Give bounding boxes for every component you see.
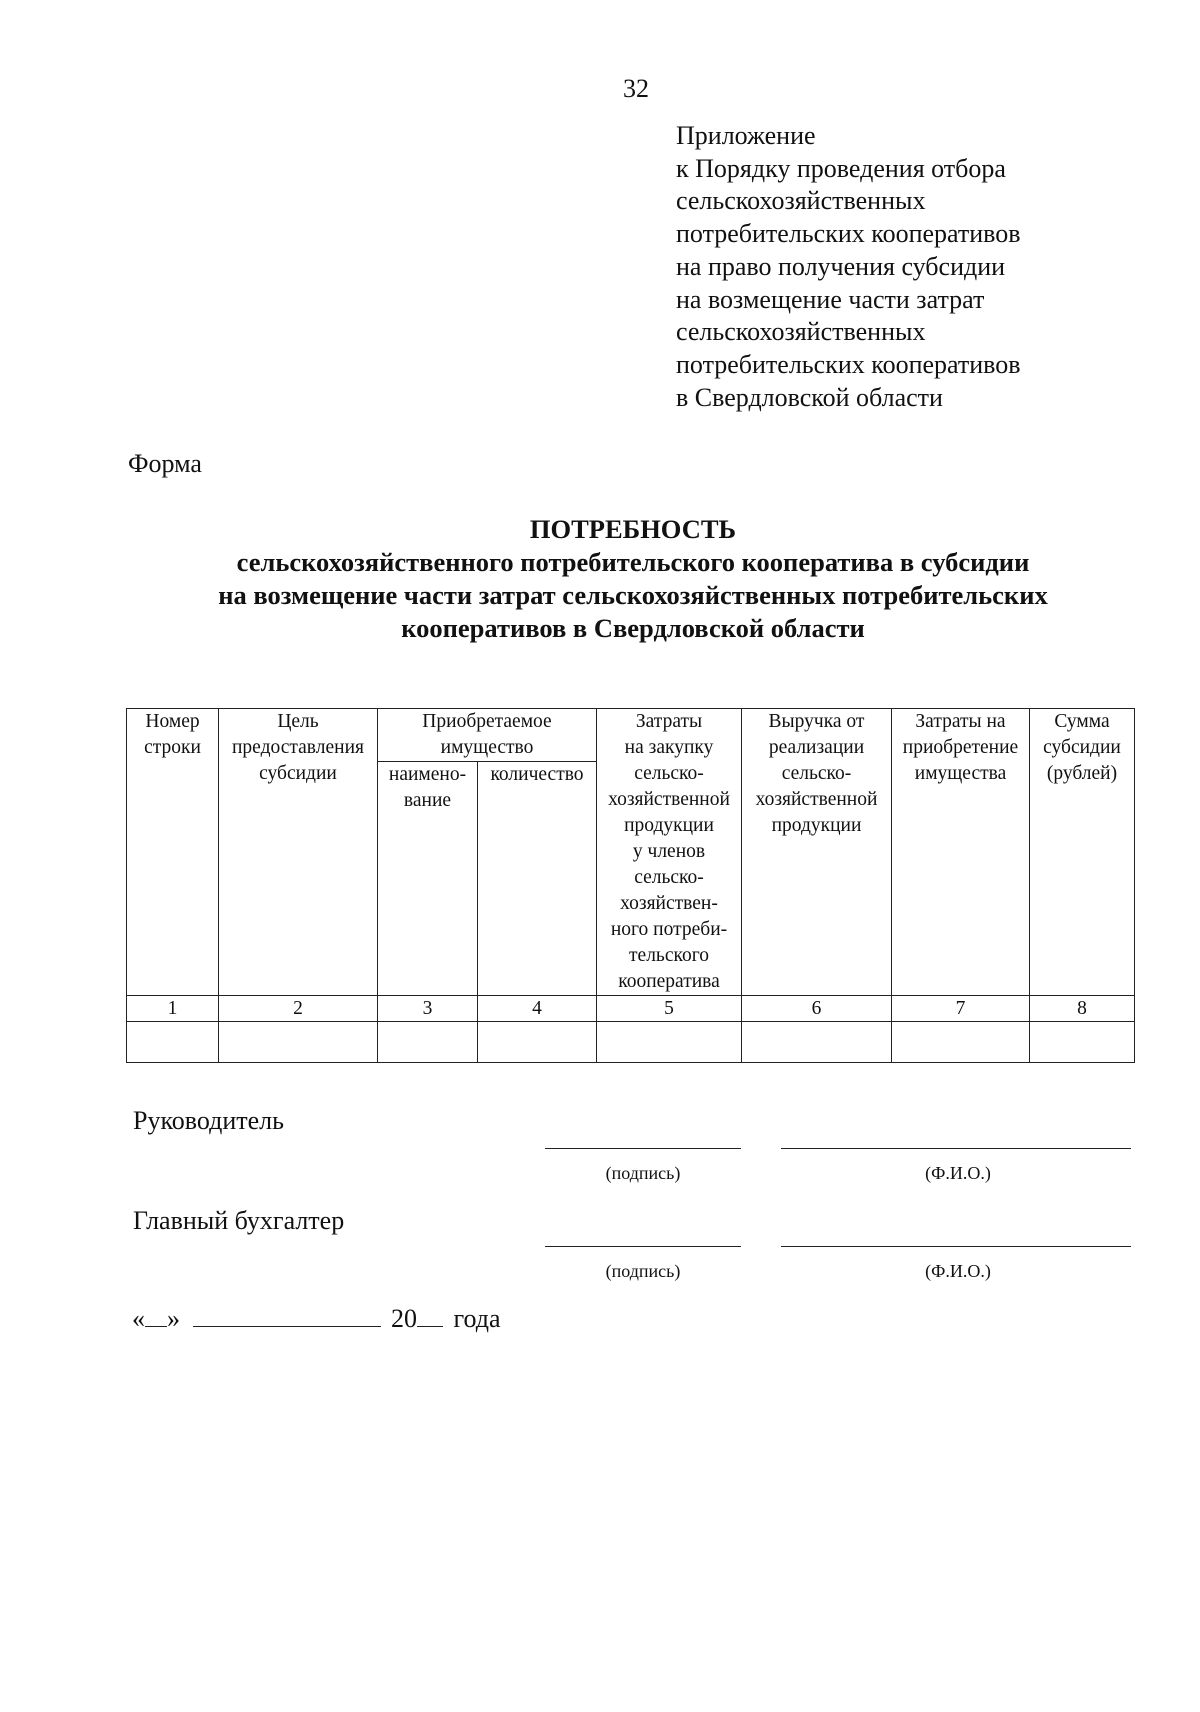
date-row <box>132 1303 501 1335</box>
title-heading: ПОТРЕБНОСТЬ <box>529 514 737 544</box>
month-blank[interactable] <box>193 1306 381 1327</box>
subsidy-need-table <box>126 708 1135 1063</box>
header-revenue: Выручка от реализации сельско- хозяйственной продукции <box>742 709 892 996</box>
header-purpose: Цель предоставления субсидии <box>219 709 378 996</box>
name-caption: (Ф.И.О.) <box>925 1163 991 1183</box>
appendix-line: потребительских кооперативов <box>676 219 1021 249</box>
appendix-note <box>676 120 1156 414</box>
column-number-row <box>127 996 1135 1022</box>
empty-cell[interactable] <box>742 1022 892 1063</box>
name-caption: (Ф.И.О.) <box>925 1261 991 1281</box>
header-row-number: Номер строки <box>127 709 219 996</box>
header-subsidy-amount: Сумма субсидии (рублей) <box>1030 709 1135 996</box>
appendix-line: потребительских кооперативов <box>676 349 1021 379</box>
accountant-signature-line[interactable] <box>545 1246 741 1247</box>
appendix-line: в Свердловской области <box>676 382 943 412</box>
day-blank[interactable] <box>145 1306 167 1327</box>
appendix-line: сельскохозяйственных <box>676 186 926 216</box>
empty-cell[interactable] <box>219 1022 378 1063</box>
appendix-line: сельскохозяйственных <box>676 317 926 347</box>
signature-caption: (подпись) <box>605 1163 681 1183</box>
appendix-line: на право получения субсидии <box>676 251 1006 281</box>
empty-cell[interactable] <box>597 1022 742 1063</box>
date-open-quote: « <box>132 1304 145 1333</box>
header-property-quantity: количество <box>478 762 597 996</box>
table-row <box>127 1022 1135 1063</box>
column-number: 8 <box>1030 996 1135 1022</box>
title-line: сельскохозяйственного потребительского кооператива в субсидии <box>236 547 1030 577</box>
year-prefix: 20 <box>391 1304 417 1333</box>
empty-cell[interactable] <box>378 1022 478 1063</box>
empty-cell[interactable] <box>892 1022 1030 1063</box>
title-line: на возмещение части затрат сельскохозяйственных потребительских <box>218 580 1048 610</box>
empty-cell[interactable] <box>1030 1022 1135 1063</box>
accountant-name-line[interactable] <box>781 1246 1131 1247</box>
date-close-quote: » <box>167 1304 180 1333</box>
column-number: 5 <box>597 996 742 1022</box>
chief-accountant-label: Главный бухгалтер <box>133 1206 345 1235</box>
year-suffix: года <box>453 1304 501 1333</box>
column-number: 3 <box>378 996 478 1022</box>
title-line: кооперативов в Свердловской области <box>401 613 865 643</box>
signature-caption: (подпись) <box>605 1261 681 1281</box>
column-number: 6 <box>742 996 892 1022</box>
form-label: Форма <box>128 449 202 478</box>
column-number: 4 <box>478 996 597 1022</box>
column-number: 2 <box>219 996 378 1022</box>
column-number: 7 <box>892 996 1030 1022</box>
header-property-name: наимено- вание <box>378 762 478 996</box>
head-name-line[interactable] <box>781 1148 1131 1149</box>
empty-cell[interactable] <box>478 1022 597 1063</box>
header-purchase-costs: Затраты на закупку сельско- хозяйственной продукции у членов сельско- хозяйствен- ного потреби- тельского кооператива <box>597 709 742 996</box>
appendix-line: к Порядку проведения отбора <box>676 153 1006 183</box>
appendix-line: на возмещение части затрат <box>676 284 985 314</box>
header-acquired-property: Приобретаемое имущество <box>378 709 597 762</box>
page-number: 32 <box>623 74 649 103</box>
column-number: 1 <box>127 996 219 1022</box>
header-property-costs: Затраты на приобретение имущества <box>892 709 1030 996</box>
appendix-line: Приложение <box>676 121 816 150</box>
head-signature-line[interactable] <box>545 1148 741 1149</box>
document-title <box>0 513 1200 645</box>
head-label: Руководитель <box>133 1106 284 1135</box>
year-blank[interactable] <box>417 1306 443 1327</box>
empty-cell[interactable] <box>127 1022 219 1063</box>
